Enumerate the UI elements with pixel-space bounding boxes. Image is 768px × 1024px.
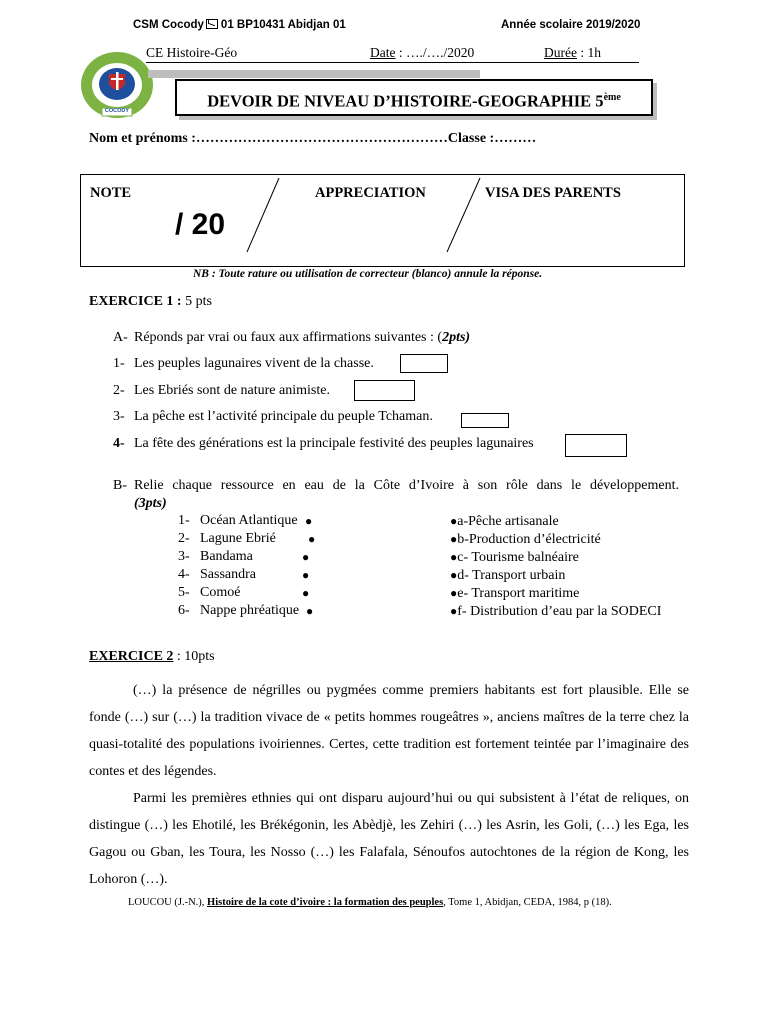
answer-box-4[interactable] (565, 434, 627, 457)
partB-text: Relie chaque ressource en eau de la Côte d’Ivoire à son rôle dans le développement. (134, 478, 679, 493)
question-number: 2- (113, 383, 125, 398)
matching-right-item (450, 530, 661, 548)
question-text: Les peuples lagunaires vivent de la chasse. (134, 356, 374, 371)
question-3 (113, 408, 433, 426)
matching-right-item (450, 512, 661, 530)
item-label: Lagune Ebrié (200, 531, 276, 546)
school-logo (80, 50, 154, 120)
exercise2-heading (89, 649, 215, 665)
match-dot[interactable]: ● (306, 604, 314, 618)
item-label: Sassandra (200, 567, 256, 582)
match-dot[interactable]: ● (450, 586, 458, 600)
date-value: : …./…./2020 (395, 45, 475, 60)
partA-text: Réponds par vrai ou faux aux affirmations suivantes : ( (134, 330, 443, 345)
item-label: Nappe phréatique (200, 603, 300, 618)
title-shadow-band (148, 70, 480, 78)
matching-right-item (450, 566, 661, 584)
exercise2-points: : 10pts (173, 649, 215, 664)
citation-author: LOUCOU (J.-N.), (128, 897, 208, 908)
question-text: La pêche est l’activité principale du peuple Tchaman. (134, 409, 433, 424)
appreciation-label: APPRECIATION (315, 185, 426, 201)
school-name: CSM Cocody (133, 19, 204, 31)
school-year: Année scolaire 2019/2020 (501, 19, 641, 31)
partB-prefix: B- (113, 478, 127, 493)
exercise1-points: 5 pts (181, 294, 212, 309)
item-number: 5- (178, 585, 190, 600)
citation-title: Histoire de la cote d’ivoire : la formation des peuples (207, 897, 444, 908)
date-field (370, 45, 474, 61)
school-header (133, 19, 346, 31)
answer-box-2[interactable] (354, 380, 415, 401)
item-label: b-Production d’électricité (457, 532, 601, 547)
duration-field (544, 45, 601, 61)
matching-right-item (450, 584, 661, 602)
department: CE Histoire-Géo (146, 45, 238, 60)
item-number: 3- (178, 549, 190, 564)
partA-prefix: A- (113, 330, 128, 345)
partA-instruction (113, 329, 471, 347)
matching-right-item (450, 602, 661, 620)
item-label: Comoé (200, 585, 241, 600)
match-dot[interactable]: ● (450, 604, 458, 618)
matching-right-column (450, 512, 661, 620)
citation-details: , Tome 1, Abidjan, CEDA, 1984, p (18). (443, 897, 612, 908)
mail-icon (206, 19, 218, 29)
exercise1-title: EXERCICE 1 : (89, 294, 182, 309)
exercise1-heading (89, 294, 212, 310)
grade-box (80, 174, 685, 267)
match-dot[interactable]: ● (302, 568, 310, 582)
duration-value: : 1h (576, 45, 601, 60)
item-label: c- Tourisme balnéaire (457, 550, 579, 565)
match-dot[interactable]: ● (308, 532, 316, 546)
exam-title-text: DEVOIR DE NIVEAU D’HISTOIRE-GEOGRAPHIE 5 (207, 91, 604, 111)
question-text: La fête des générations est la principale festivité des peuples lagunaires (134, 436, 534, 451)
match-dot[interactable]: ● (450, 532, 458, 546)
question-text: Les Ebriés sont de nature animiste. (134, 383, 330, 398)
question-4 (113, 435, 534, 453)
match-dot[interactable]: ● (450, 514, 458, 528)
question-number: 3- (113, 409, 125, 424)
item-label: e- Transport maritime (457, 586, 580, 601)
text-paragraph-1: (…) la présence de négrilles ou pygmées comme premiers habitants est fort plausible. Elle se fonde (…) sur (…) la tradition vivace de « petits hommes rougeâtres », anciens maîtres de la terre chez la quasi-totalité des populations ivoiriennes. Certes, cette tradition est fortement teintée par l’imaginaire des contes et des légendes. (89, 683, 689, 779)
matching-left-item (178, 602, 314, 620)
parent-visa-label: VISA DES PARENTS (485, 185, 621, 201)
school-address: 01 BP10431 Abidjan 01 (220, 19, 346, 31)
date-label: Date (370, 45, 396, 60)
partB-points: (3pts) (134, 496, 167, 511)
nb-note: NB : Toute rature ou utilisation de correcteur (blanco) annule la réponse. (193, 268, 543, 280)
duration-label: Durée (544, 45, 577, 60)
student-identity: Nom et prénoms :………………………………………………Classe :……… (89, 131, 537, 146)
match-dot[interactable]: ● (450, 550, 458, 564)
matching-right-item (450, 548, 661, 566)
matching-left-item (178, 566, 310, 584)
item-label: Bandama (200, 549, 253, 564)
item-number: 1- (178, 513, 190, 528)
exam-title (175, 79, 653, 116)
matching-left-item (178, 530, 316, 548)
question-2 (113, 382, 330, 400)
item-number: 4- (178, 567, 190, 582)
item-number: 6- (178, 603, 190, 618)
note-label: NOTE (90, 185, 132, 201)
match-dot[interactable]: ● (450, 568, 458, 582)
question-number: 1- (113, 356, 125, 371)
matching-left-item (178, 512, 313, 530)
item-label: d- Transport urbain (457, 568, 566, 583)
grade-box-dividers (81, 175, 684, 266)
score-total: / 20 (175, 208, 226, 241)
item-label: a-Pêche artisanale (457, 514, 559, 529)
matching-left-item (178, 584, 310, 602)
question-1 (113, 355, 374, 373)
match-dot[interactable]: ● (302, 586, 310, 600)
answer-box-1[interactable] (400, 354, 448, 373)
exercise2-title: EXERCICE 2 (89, 649, 174, 664)
logo-caption: COCODY (104, 108, 130, 114)
text-paragraph-2: Parmi les premières ethnies qui ont disparu aujourd’hui ou qui subsistent à l’état de reliques, on distingue (…) les Ehotilé, les Brékégonin, les Abèdjè, les Zehiri (…) les Asrin, les Goli, (…) les Ega, les Gagou ou Gban, les Toura, les Nosso (…) les Falafala, Sénoufos autochtones de la région de Kong, les Lohoron (…). (89, 791, 689, 887)
match-dot[interactable]: ● (305, 514, 313, 528)
partA-points: 2pts) (442, 330, 471, 345)
header-rule (146, 62, 639, 63)
item-label: Océan Atlantique (200, 513, 298, 528)
item-label: f- Distribution d’eau par la SODECI (457, 604, 662, 619)
match-dot[interactable]: ● (302, 550, 310, 564)
question-number: 4- (113, 436, 125, 451)
item-number: 2- (178, 531, 190, 546)
exam-title-sup: ème (603, 92, 621, 103)
answer-box-3[interactable] (461, 413, 509, 428)
matching-left-column (178, 512, 316, 620)
matching-left-item (178, 548, 310, 566)
citation (128, 897, 612, 908)
